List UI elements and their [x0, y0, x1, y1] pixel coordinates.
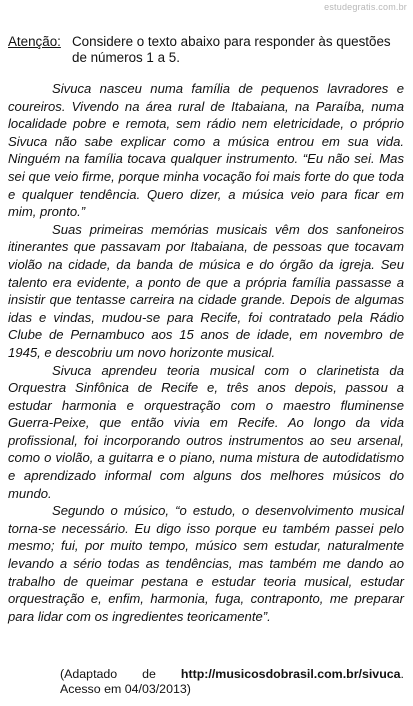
- article-body: [8, 80, 404, 625]
- site-watermark: estudegratis.com.br: [324, 2, 407, 12]
- source-credit: [60, 667, 404, 697]
- paragraph-1: Sivuca nasceu numa família de pequenos lavradores e coureiros. Vivendo na área rural de Itabaiana, na Paraíba, numa localidade pobre e remota, sem rádio nem eletricidade, o próprio Sivuca não sabe explicar como a música entrou em sua vida. Ninguém na família tocava qualquer instrumento. “Eu não sei. Mas sei que veio firme, porque minha vocação foi mais forte do que toda e qualquer tendência. Quero dizer, a música veio para ficar em mim, pronto.”: [8, 81, 404, 220]
- paragraph-2: Suas primeiras memórias musicais vêm dos sanfoneiros itinerantes que passavam por Itabaiana, de pessoas que tocavam violão na cidade, da banda de música e do órgão da igreja. Seu talento era evidente, a ponto de que a própria família passasse a insistir que tentasse carreira na cidade grande. Depois de algumas idas e vindas, mudou-se para Recife, foi contratado pela Rádio Clube de Pernambuco aos 15 anos de idade, em novembro de 1945, e descobriu um novo horizonte musical.: [8, 221, 404, 360]
- credit-prefix: (Adaptado de: [60, 667, 181, 681]
- credit-url: http://musicosdobrasil.com.br/sivuca: [180, 667, 401, 681]
- credit-suffix: . Acesso em 04/03/2013): [60, 667, 404, 696]
- instruction-header: [8, 34, 406, 65]
- paragraph-4: Segundo o músico, “o estudo, o desenvolvimento musical torna-se necessário. Eu digo isso porque eu também passei pelo mesmo; fui, por muito tempo, músico sem estudar, naturalmente levando a sério todas as tendências, mas também me dando ao trabalho de queimar pestana e estudar teoria musical, estudar orquestração e, enfim, harmonia, fuga, contraponto, me preparar para lidar com os ingredientes teoricamente”.: [8, 503, 404, 624]
- attention-label: Atenção:: [8, 34, 61, 49]
- paragraph-3: Sivuca aprendeu teoria musical com o clarinetista da Orquestra Sinfônica de Recife e, três anos depois, passou a estudar harmonia e orquestração com o maestro fluminense Guerra-Peixe, que então vivia em Recife. Ao longo da vida profissional, foi incorporando outros instrumentos ao seu arsenal, como o violão, a guitarra e o piano, numa mistura de autodidatismo e aprendizado informal com alguns dos melhores músicos do mundo.: [8, 362, 404, 501]
- instruction-text: Considere o texto abaixo para responder às questões de números 1 a 5.: [72, 34, 391, 65]
